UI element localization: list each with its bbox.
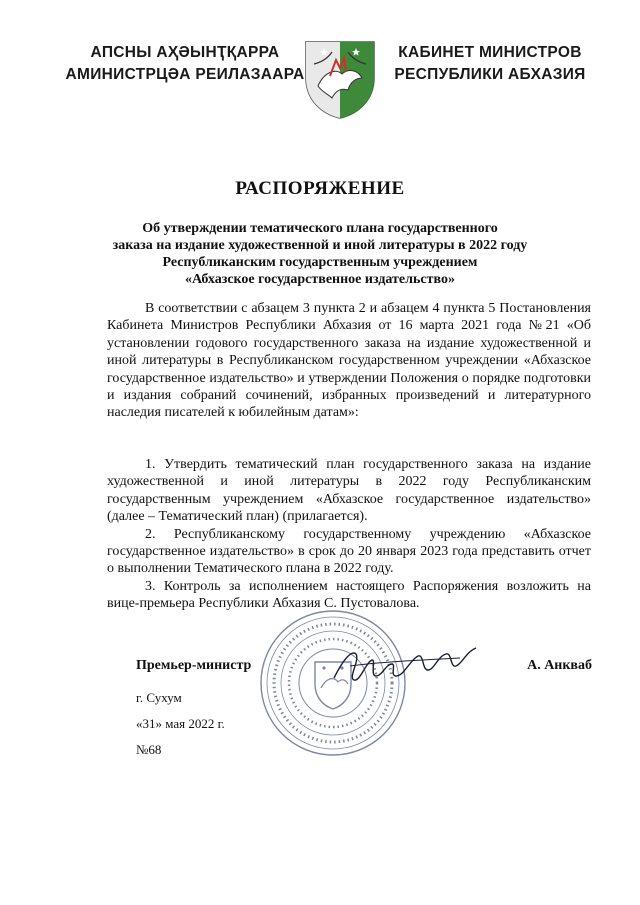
header-russian-title [390,42,590,86]
document-subject [80,220,560,288]
subject-line: Об утверждении тематического плана государственного [142,221,498,236]
signatory-name: А. Анкваб [527,658,592,673]
issue-city: г. Сухум [136,690,182,705]
preamble-section [107,300,591,422]
order-item-2: 2. Республиканскому государственному учреждению «Абхазское государственное издательство» в срок до 20 января 2023 года представить отчет о выполнении Тематического плана в 2022 году. [107,526,591,577]
order-item-1: 1. Утвердить тематический план государственного заказа на издание художественной и иной литературы в 2022 году Республиканским государственным учреждением «Абхазское государственное издательство» (далее – Тематический план) (прилагается). [107,457,591,525]
header-abkhaz-title [60,42,310,86]
header-right-line-2: РЕСПУБЛИКИ АБХАЗИЯ [394,66,586,83]
issue-date: «31» мая 2022 г. [136,716,225,731]
header-right-line-1: КАБИНЕТ МИНИСТРОВ [398,44,582,61]
signatory-position: Премьер-министр [136,658,252,673]
document-title: РАСПОРЯЖЕНИЕ [235,178,405,199]
subject-line: заказа на издание художественной и иной литературы в 2022 году [112,238,528,253]
subject-line: «Абхазское государственное издательство» [185,272,455,287]
coat-of-arms-icon [302,38,378,120]
header-left-line-2: АМИНИСТРЦӘА РЕИЛАЗААРА [65,66,305,83]
subject-line: Республиканским государственным учреждением [162,255,478,270]
document-number: №68 [136,742,162,757]
preamble-paragraph: В соответствии с абзацем 3 пункта 2 и абзацем 4 пункта 5 Постановления Кабинета Министров Республики Абхазия от 16 марта 2021 года №21 «Об установлении годового государственного заказа на издание художественной и иной литературы в Республиканском государственном учреждении «Абхазское государственное издательство» и утверждении Положения о порядке подготовки и издания собраний сочинений, избранных произведений и литературного наследия писателей к юбилейным датам»: [107,301,591,421]
order-items [107,456,591,613]
signature-block [136,652,592,676]
header-left-line-1: АПСНЫ АҲӘЫНҬҚАРРА [90,44,280,61]
order-item-3: 3. Контроль за исполнением настоящего Распоряжения возложить на вице-премьера Республики Абхазия С. Пустовалова. [107,578,591,612]
document-header [0,38,640,118]
